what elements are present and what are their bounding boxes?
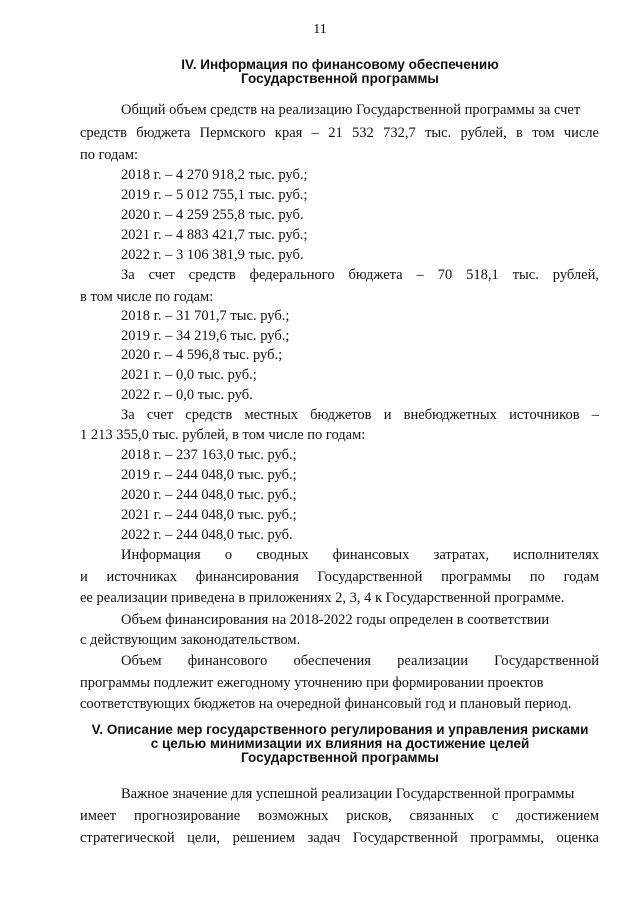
text-line: 2019 г. – 5 012 755,1 тыс. руб.; (121, 187, 308, 203)
text-line: по годам: (80, 147, 139, 163)
text-line: стратегической цели, решением задач Государственной программы, оценка (80, 830, 599, 846)
section-v-title-line-3: Государственной программы (241, 750, 439, 765)
section-v-title-line-1: V. Описание мер государственного регулирования и управления рисками (91, 722, 589, 737)
text-line: 1 213 355,0 тыс. рублей, в том числе по годам: (80, 427, 366, 443)
text-line: 2022 г. – 0,0 тыс. руб. (121, 387, 253, 403)
text-line: имеет прогнозирование возможных рисков, связанных с достижением (80, 808, 599, 824)
text-line: Объем финансового обеспечения реализации Государственной (121, 653, 599, 669)
text-line: 2021 г. – 4 883 421,7 тыс. руб.; (121, 227, 308, 243)
text-line: За счет средств местных бюджетов и внебюджетных источников – (121, 407, 599, 423)
section-iv-title-line-2: Государственной программы (241, 71, 439, 86)
text-line: 2022 г. – 244 048,0 тыс. руб. (121, 527, 293, 543)
section-iv-title (80, 58, 600, 86)
section-v-title-line-2: с целью минимизации их влияния на достижение целей (150, 736, 530, 751)
text-line: с действующим законодательством. (80, 632, 301, 648)
text-line: За счет средств федерального бюджета – 70 518,1 тыс. рублей, (121, 267, 599, 283)
text-line: и источниках финансирования Государственной программы по годам (80, 569, 599, 585)
text-line: 2020 г. – 4 596,8 тыс. руб.; (121, 347, 283, 363)
text-line: в том числе по годам: (80, 289, 214, 305)
text-line: Важное значение для успешной реализации Государственной программы (121, 786, 575, 802)
text-line: 2020 г. – 244 048,0 тыс. руб.; (121, 487, 297, 503)
text-line: 2022 г. – 3 106 381,9 тыс. руб. (121, 247, 304, 263)
text-line: Общий объем средств на реализацию Государственной программы за счет (121, 102, 581, 118)
text-line: 2020 г. – 4 259 255,8 тыс. руб. (121, 207, 304, 223)
page-number: 11 (313, 22, 327, 37)
text-line: 2021 г. – 244 048,0 тыс. руб.; (121, 507, 297, 523)
text-line: 2019 г. – 34 219,6 тыс. руб.; (121, 328, 290, 344)
section-v-title (80, 723, 600, 765)
text-line: ее реализации приведена в приложениях 2, 3, 4 к Государственной программе. (80, 590, 565, 606)
text-line: 2018 г. – 4 270 918,2 тыс. руб.; (121, 167, 308, 183)
text-line: Информация о сводных финансовых затратах, исполнителях (121, 547, 599, 563)
text-line: программы подлежит ежегодному уточнению при формировании проектов (80, 675, 544, 691)
section-iv-title-line-1: IV. Информация по финансовому обеспечению (181, 57, 499, 72)
text-line: соответствующих бюджетов на очередной финансовый год и плановый период. (80, 696, 572, 712)
text-line: 2021 г. – 0,0 тыс. руб.; (121, 367, 257, 383)
text-line: средств бюджета Пермского края – 21 532 732,7 тыс. рублей, в том числе (80, 125, 599, 141)
text-line: 2018 г. – 31 701,7 тыс. руб.; (121, 308, 290, 324)
text-line: 2018 г. – 237 163,0 тыс. руб.; (121, 447, 297, 463)
text-line: Объем финансирования на 2018-2022 годы определен в соответствии (121, 612, 550, 628)
text-line: 2019 г. – 244 048,0 тыс. руб.; (121, 467, 297, 483)
